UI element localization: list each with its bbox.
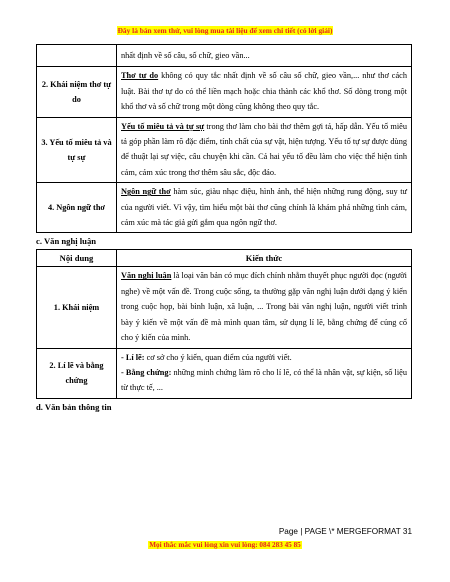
row-text: cơ sở cho ý kiến, quan điểm của người viết.: [144, 352, 292, 362]
table-row: [37, 67, 412, 117]
contact-footer: [0, 541, 450, 549]
term: Yếu tố miêu tả và tự sự: [121, 121, 205, 131]
preview-banner: [0, 26, 450, 35]
term: Ngôn ngữ thơ: [121, 187, 171, 197]
row-text: nhất định về số câu, số chữ, gieo vần...: [121, 51, 250, 60]
column-header-knowledge: Kiến thức: [117, 250, 412, 267]
row-text: những minh chứng làm rõ cho lí lẽ, có thể là nhân vật, sự kiện, số liệu từ thực tế, ...: [121, 367, 407, 393]
table-row: [37, 267, 412, 348]
contact-text: Mọi thắc mắc vui lòng xin vui lòng: 084 283 45 85: [149, 541, 301, 549]
term: Thơ tự do: [121, 71, 159, 81]
argument-table: [36, 249, 412, 398]
row-content: [117, 67, 412, 117]
row-content: [117, 117, 412, 183]
table-row: [37, 348, 412, 398]
row-label: 3. Yếu tố miêu tả và tự sự: [37, 117, 117, 183]
row-label: 4. Ngôn ngữ thơ: [37, 183, 117, 233]
row-content: [117, 348, 412, 398]
bullet-line: [121, 350, 407, 365]
column-header-content: Nội dung: [37, 250, 117, 267]
row-content: [117, 267, 412, 348]
table-row: [37, 117, 412, 183]
table-row: [37, 183, 412, 233]
section-heading-d: d. Văn bản thông tin: [36, 401, 112, 412]
row-text: là loại văn bản có mục đích chính nhằm thuyết phục người đọc (người nghe) về một vấn đề. Trong cuộc sống, ta thường gặp văn nghị luận dưới dạng ý kiến trong cuộc họp, bài bình luận, xã luận, ... Trong bài văn nghị luận, người viết trình bày ý kiến về một vấn đề mà mình quan tâm, sử dụng lí lẽ, bằng chứng để củng cố cho ý kiến của mình.: [121, 271, 407, 343]
term: - Lí lẽ:: [121, 352, 145, 362]
row-label: 1. Khái niệm: [37, 267, 117, 348]
row-label: 2. Khái niệm thơ tự do: [37, 67, 117, 117]
row-content: [117, 45, 412, 67]
row-content: [117, 183, 412, 233]
table-row: [37, 45, 412, 67]
section-heading-c: c. Văn nghị luận: [36, 236, 97, 247]
poetry-table: [36, 44, 412, 233]
bullet-line: [121, 365, 407, 396]
document-page: [36, 44, 412, 415]
table-header-row: [37, 250, 412, 267]
term: Văn nghị luận: [121, 271, 172, 281]
term: - Bằng chứng:: [121, 367, 172, 377]
row-text: trong thơ làm cho bài thơ thêm gợi tả, hấp dẫn. Yếu tố miêu tả góp phần làm rõ đặc điểm, tính chất của sự vật, hiện tượng. Yếu tố tự sự được dùng để thuật lại sự việc, câu chuyện khi cần. Cả hai yếu tố đều làm cho việc thể hiện tình cảm, cảm xúc trong thơ thêm sâu sắc, độc đáo.: [121, 121, 407, 177]
row-label-empty: [37, 45, 117, 67]
page-footer: Page | PAGE \* MERGEFORMAT 31: [278, 527, 412, 536]
row-text: không có quy tắc nhất định về số câu số chữ, gieo vần,... như thơ cách luật. Bài thơ tự do có thể liền mạch hoặc chia thành các khổ thơ. Số dòng trong một khổ thơ và số chữ trong một dòng cũng không theo quy tắc.: [121, 71, 407, 112]
row-label: 2. Lí lẽ và bằng chứng: [37, 348, 117, 398]
preview-banner-text: Đây là bản xem thử, vui lòng mua tài liệu để xem chi tiết (có lời giải): [117, 26, 333, 35]
row-text: hàm súc, giàu nhạc điệu, hình ảnh, thể hiện những rung động, suy tư của người viết. Vì vậy, tìm hiểu một bài thơ cũng chính là khám phá những tình cảm, cảm xúc mà tác giả gửi gắm qua ngôn ngữ thơ.: [121, 187, 407, 228]
